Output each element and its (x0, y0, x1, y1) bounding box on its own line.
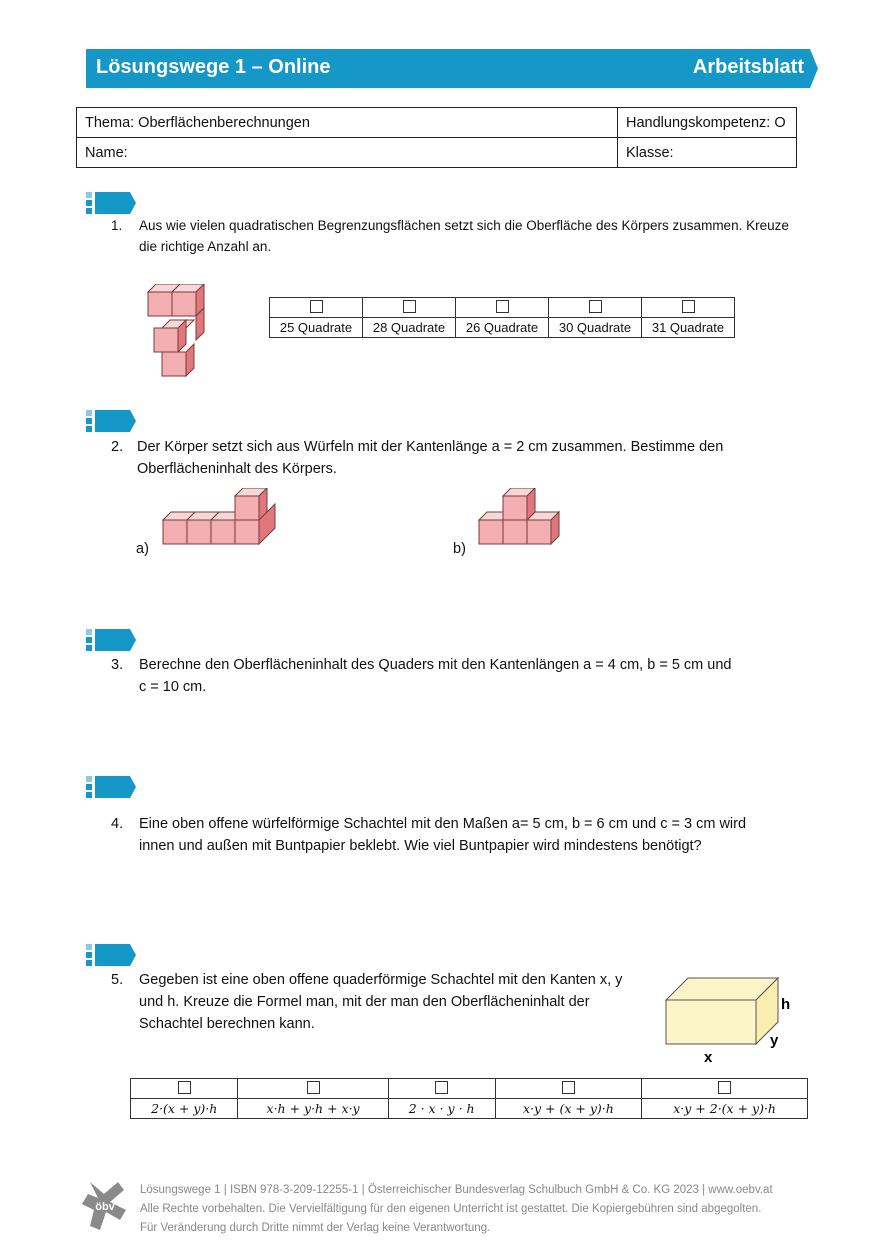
task-2-text-line1: Der Körper setzt sich aus Würfeln mit der Kantenlänge a = 2 cm zusammen. Bestimme den (137, 439, 724, 455)
task-3-number: 3. (111, 657, 124, 673)
formula-option: x·h + y·h + x·y (238, 1099, 388, 1119)
topic-cell: Thema: Oberflächenberechnungen (77, 108, 618, 138)
task-3-text-line2: c = 10 cm. (139, 679, 207, 695)
task-4-text-line2: innen und außen mit Buntpapier beklebt. Wie viel Buntpapier wird mindestens benötigt? (139, 838, 702, 854)
option-checkbox[interactable] (388, 1079, 495, 1099)
option-label: 28 Quadrate (363, 318, 456, 338)
option-label: 31 Quadrate (642, 318, 735, 338)
header-doc-type: Arbeitsblatt (692, 56, 804, 78)
task-1-text-line1: Aus wie vielen quadratischen Begrenzungsflächen setzt sich die Oberfläche des Körpers zusammen. Kreuze (139, 218, 789, 233)
task-2a-cube-figure (160, 488, 280, 548)
option-label: 26 Quadrate (456, 318, 549, 338)
task-2b-cube-figure (476, 488, 568, 548)
task-marker-4 (86, 776, 138, 798)
footer-line3: Für Veränderung durch Dritte nimmt der Verlag keine Verantwortung. (140, 1222, 491, 1234)
formula-option: x·y + (x + y)·h (495, 1099, 642, 1119)
task-marker-3 (86, 629, 138, 651)
formula-option: 2·(x + y)·h (131, 1099, 238, 1119)
class-field[interactable]: Klasse: (618, 138, 797, 168)
option-label: 25 Quadrate (270, 318, 363, 338)
task-5-text-line3: Schachtel berechnen kann. (139, 1016, 315, 1032)
task-2-text-line2: Oberflächeninhalt des Körpers. (137, 461, 337, 477)
name-field[interactable]: Name: (77, 138, 618, 168)
task-4-number: 4. (111, 816, 124, 832)
task-2a-label: a) (136, 541, 149, 557)
task-5-text-line1: Gegeben ist eine oben offene quaderförmige Schachtel mit den Kanten x, y (139, 972, 623, 988)
option-checkbox[interactable] (270, 298, 363, 318)
option-checkbox[interactable] (642, 1079, 808, 1099)
option-label: 30 Quadrate (549, 318, 642, 338)
task-1-text-line2: die richtige Anzahl an. (139, 239, 272, 254)
task-5-box-figure (660, 970, 800, 1066)
task-1-cube-figure (140, 284, 220, 380)
header-title: Lösungswege 1 – Online (96, 56, 331, 78)
formula-option: 2 · x · y · h (388, 1099, 495, 1119)
option-checkbox[interactable] (642, 298, 735, 318)
task-marker-2 (86, 410, 138, 432)
task-3-text-line1: Berechne den Oberflächeninhalt des Quaders mit den Kantenlängen a = 4 cm, b = 5 cm und (139, 657, 732, 673)
option-checkbox[interactable] (363, 298, 456, 318)
footer (140, 1181, 773, 1238)
logo-text: öbv (95, 1201, 115, 1213)
box-label-x: x (704, 1049, 713, 1066)
option-checkbox[interactable] (495, 1079, 642, 1099)
option-checkbox[interactable] (549, 298, 642, 318)
option-checkbox[interactable] (238, 1079, 388, 1099)
info-table (76, 107, 797, 168)
task-1-options (269, 297, 735, 338)
header-banner (86, 49, 818, 88)
task-4-text-line1: Eine oben offene würfelförmige Schachtel mit den Maßen a= 5 cm, b = 6 cm und c = 3 cm wird (139, 816, 747, 832)
oebv-logo (80, 1180, 130, 1232)
footer-line1: Lösungswege 1 | ISBN 978-3-209-12255-1 | Österreichischer Bundesverlag Schulbuch GmbH & Co. KG 2023 | www.oebv.at (140, 1184, 773, 1196)
task-1-number: 1. (111, 218, 123, 233)
task-2-number: 2. (111, 439, 124, 455)
competence-cell: Handlungskompetenz: O (618, 108, 797, 138)
formula-option: x·y + 2·(x + y)·h (642, 1099, 808, 1119)
option-checkbox[interactable] (456, 298, 549, 318)
task-5-number: 5. (111, 972, 124, 988)
task-5-text-line2: und h. Kreuze die Formel man, mit der man den Oberflächeninhalt der (139, 994, 590, 1010)
box-label-h: h (781, 996, 791, 1013)
task-5-options (130, 1078, 808, 1119)
task-marker-1 (86, 192, 138, 214)
box-label-y: y (770, 1032, 779, 1049)
option-checkbox[interactable] (131, 1079, 238, 1099)
task-marker-5 (86, 944, 138, 966)
footer-line2: Alle Rechte vorbehalten. Die Vervielfältigung für den eigenen Unterricht ist gestattet. Die Kopiergebühren sind abgegolten. (140, 1203, 762, 1215)
task-2b-label: b) (453, 541, 466, 557)
